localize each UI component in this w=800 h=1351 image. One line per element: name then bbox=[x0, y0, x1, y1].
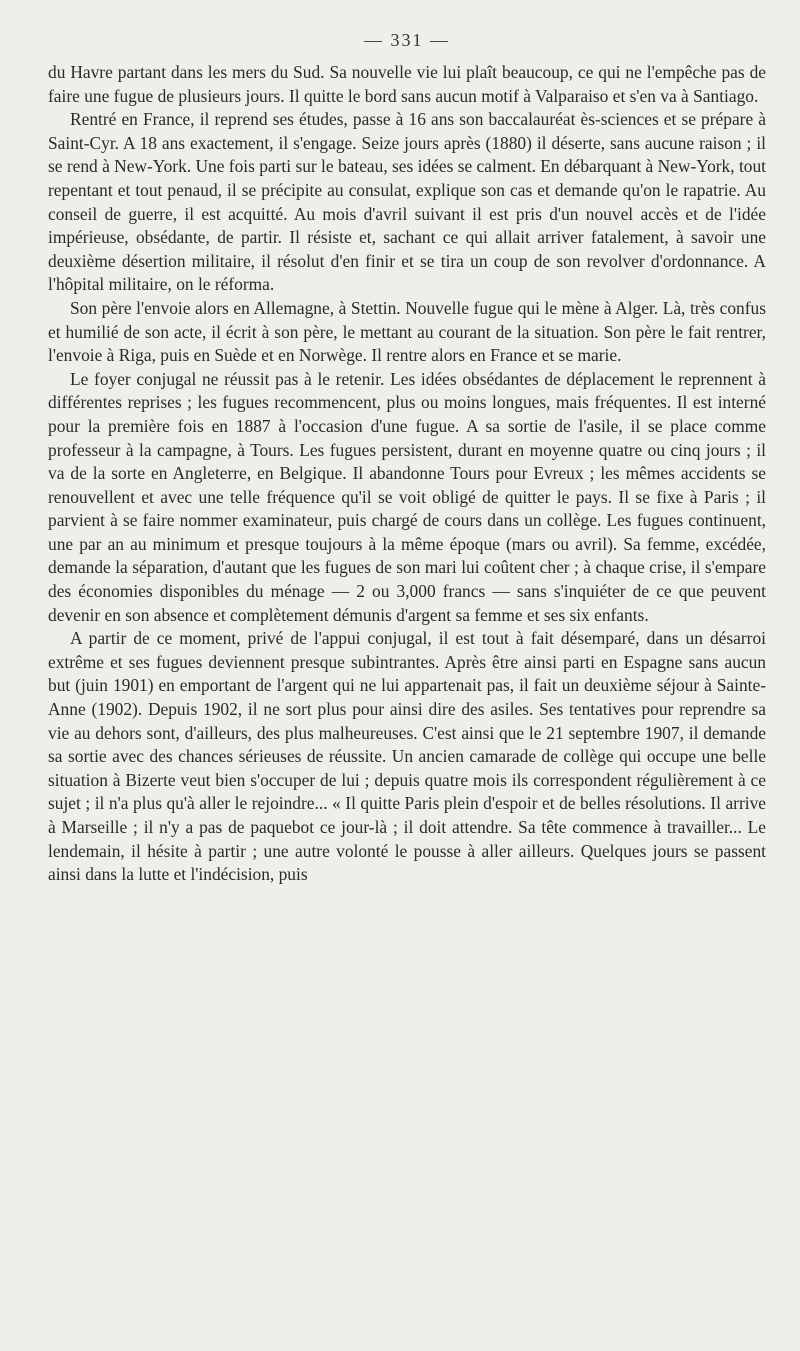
book-page bbox=[48, 30, 766, 887]
paragraph-asylum-years: A partir de ce moment, privé de l'appui conjugal, il est tout à fait désemparé, dans un désarroi extrême et ses fugues deviennent presque subintrantes. Après être ainsi parti en Espagne sans aucun but (juin 1901) en emportant de l'argent qui ne lui appartenait pas, il fait un deuxième séjour à Sainte-Anne (1902). Depuis 1902, il ne sort plus pour ainsi dire des asiles. Ses tentatives pour reprendre sa vie au dehors sont, d'ailleurs, des plus malheureuses. C'est ainsi que le 21 septembre 1907, il demande sa sortie avec des chances sérieuses de réussite. Un ancien camarade de collège qui occupe une belle situation à Bizerte veut bien s'occuper de lui ; depuis quatre mois ils correspondent régulièrement à ce sujet ; il n'a plus qu'à aller le rejoindre... « Il quitte Paris plein d'espoir et de belles résolutions. Il arrive à Marseille ; il n'y a pas de paquebot ce jour-là ; il doit attendre. Sa tête commence à travailler... Le lendemain, il hésite à partir ; une autre volonté le pousse à aller ailleurs. Quelques jours se passent ainsi dans la lutte et l'indécision, puis bbox=[48, 628, 766, 885]
paragraph-germany: Son père l'envoie alors en Allemagne, à Stettin. Nouvelle fugue qui le mène à Alger. Là, très confus et humilié de son acte, il écrit à son père, le mettant au courant de la situation. Son père le fait rentrer, l'envoie à Riga, puis en Suède et en Norwège. Il rentre alors en France et se marie. bbox=[48, 297, 766, 366]
paragraph-marriage-fugues: Le foyer conjugal ne réussit pas à le retenir. Les idées obsédantes de déplacement le reprennent à différentes reprises ; les fugues recommencent, plus ou moins longues, mais fréquentes. Il est interné pour la première fois en 1887 à l'occasion d'une fugue. A sa sortie de l'asile, il se place comme professeur à la campagne, à Tours. Les fugues persistent, durant en moyenne quatre ou cinq jours ; il va de la sorte en Angleterre, en Belgique. Il abandonne Tours pour Evreux ; les mêmes accidents se renouvellent et avec une telle fréquence qu'il se voit obligé de quitter le pays. Il se fixe à Paris ; il parvient à se faire nommer examinateur, puis chargé de cours dans un collège. Les fugues continuent, une par an au minimum et presque toujours à la même époque (mars ou avril). Sa femme, excédée, demande la séparation, d'autant que les fugues de son mari lui coûtent cher ; à chaque crise, il s'empare des économies disponibles du ménage — 2 ou 3,000 francs — sans s'inquiéter de ce que peuvent devenir en son absence et complètement démunis d'argent sa femme et ses six enfants. bbox=[48, 368, 766, 625]
paragraph-return-to-france: Rentré en France, il reprend ses études, passe à 16 ans son baccalauréat ès-sciences et se prépare à Saint-Cyr. A 18 ans exactement, il s'engage. Seize jours après (1880) il déserte, sans aucune raison ; il se rend à New-York. Une fois parti sur le bateau, ses idées se calment. En débarquant à New-York, tout repentant et tout penaud, il se précipite au consulat, explique son cas et demande qu'on le rapatrie. Au conseil de guerre, il est acquitté. Au mois d'avril suivant il est pris d'un nouvel accès et de l'idée impérieuse, obsédante, de partir. Il résiste et, sachant ce qui allait arriver fatalement, à savoir une deuxième désertion militaire, il résolut d'en finir et se tira un coup de son revolver d'ordonnance. A l'hôpital militaire, on le réforma. bbox=[48, 109, 766, 295]
page-number: — 331 — bbox=[364, 30, 450, 50]
paragraph-continuation: du Havre partant dans les mers du Sud. Sa nouvelle vie lui plaît beaucoup, ce qui ne l'empêche pas de faire une fugue de plusieurs jours. Il quitte le bord sans aucun motif à Valparaiso et s'en va à Santiago. bbox=[48, 62, 766, 106]
